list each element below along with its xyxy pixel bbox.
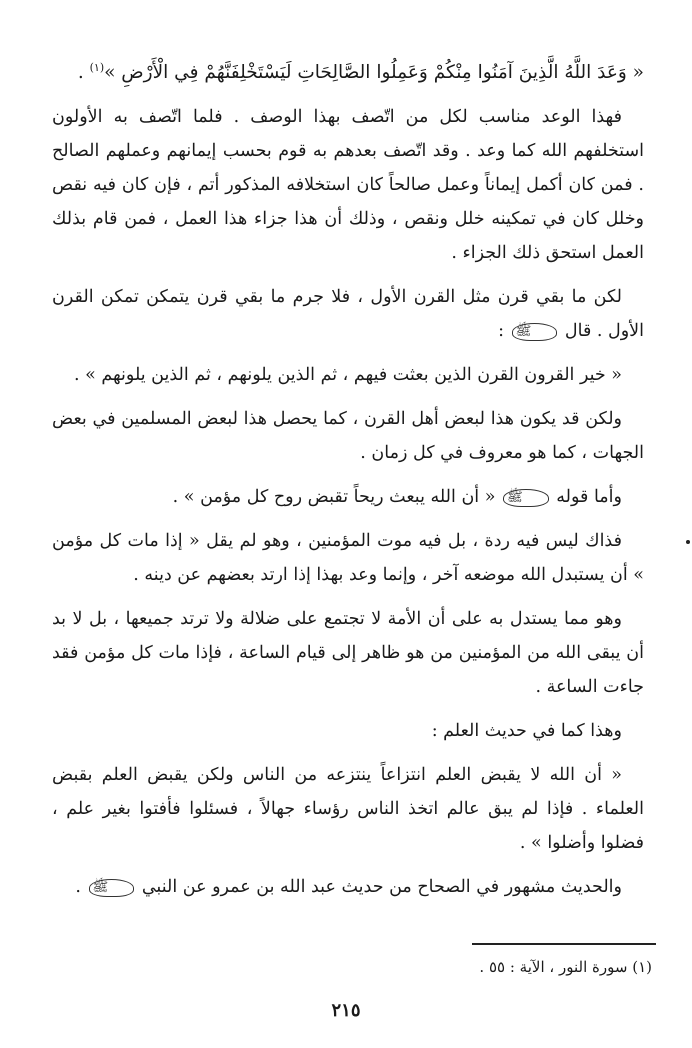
quran-verse-text: « وَعَدَ اللَّهُ الَّذِينَ آمَنُوا مِنْكُمْ وَعَمِلُوا الصَّالِحَاتِ لَيَسْتَخْلِفَنَّهُمْ فِي الْأَرْضِ » [104, 62, 644, 83]
scan-edge-mark [686, 540, 690, 544]
page-number: ٢١٥ [331, 1000, 361, 1021]
paragraph-wind-hadith [52, 480, 644, 514]
paragraph-some-regions [52, 402, 644, 470]
footnote-reference[interactable]: (١) [89, 60, 105, 74]
paragraph-knowledge-intro [52, 714, 644, 748]
hadith-text: « أن الله يبعث ريحاً تقبض روح كل مؤمن » . [172, 487, 501, 507]
page-body [52, 56, 644, 914]
salawat-symbol: ﷺ [503, 489, 549, 507]
paragraph-first-generation [52, 280, 644, 348]
paragraph-text: ولكن قد يكون هذا لبعض أهل القرن ، كما يحصل هذا لبعض المسلمين في بعض الجهات ، كما هو معروف في كل زمان . [52, 409, 644, 463]
paragraph-text-tail: . [75, 877, 87, 897]
paragraph-text: فذاك ليس فيه ردة ، بل فيه موت المؤمنين ، وهو لم يقل « إذا مات كل مؤمن » أن يستبدل الله موضعه آخر ، وإنما وعد بهذا إذا ارتد بعضهم عن دينه . [52, 531, 644, 585]
paragraph-text: والحديث مشهور في الصحاح من حديث عبد الله بن عمرو عن النبي [141, 877, 622, 897]
footnote-text: (١) سورة النور ، الآية : ٥٥ . [479, 958, 652, 976]
paragraph-promise [52, 100, 644, 270]
footnote [52, 952, 652, 982]
paragraph-text-tail: : [498, 321, 510, 341]
paragraph-text: لكن ما بقي قرن مثل القرن الأول ، فلا جرم ما بقي قرن يتمكن تمكن القرن الأول . قال [52, 287, 644, 341]
quran-verse-paragraph [52, 56, 644, 90]
quran-verse-tail: . [77, 62, 90, 83]
paragraph-text: وهذا كما في حديث العلم : [431, 721, 622, 741]
hadith-text: « أن الله لا يقبض العلم انتزاعاً ينتزعه من الناس ولكن يقبض العلم بقبض العلماء . فإذا لم يبق عالم اتخذ الناس رؤساء جهالاً ، فسئلوا فأفتوا بغير علم ، فضلوا وأضلوا » . [52, 765, 644, 853]
hadith-best-generations [52, 358, 644, 392]
paragraph-hadith-source [52, 870, 644, 904]
paragraph-text: فهذا الوعد مناسب لكل من اتّصف بهذا الوصف . فلما اتّصف به الأولون استخلفهم الله كما وعد . وقد اتّصف بعدهم به قوم بحسب إيمانهم وعملهم الصالح . فمن كان أكمل إيماناً وعمل صالحاً كان استخلافه المذكور أتم ، فإن كان فيه نقص وخلل كان في تمكينه خلل ونقص ، وذلك أن هذا جزاء هذا العمل ، فمن قام بذلك العمل استحق ذلك الجزاء . [52, 107, 644, 263]
paragraph-ummah-error [52, 602, 644, 704]
paragraph-no-apostasy [52, 524, 644, 592]
footnote-divider [472, 943, 656, 945]
paragraph-text: وهو مما يستدل به على أن الأمة لا تجتمع على ضلالة ولا ترتد جميعها ، بل لا بد أن يبقى الله من المؤمنين من هو ظاهر إلى قيام الساعة ، فإذا مات كل مؤمن فقد جاءت الساعة . [52, 609, 644, 697]
hadith-text: « خير القرون القرن الذين بعثت فيهم ، ثم الذين يلونهم ، ثم الذين يلونهم » . [73, 365, 622, 385]
paragraph-text: وأما قوله [556, 487, 622, 507]
salawat-symbol: ﷺ [89, 879, 135, 897]
hadith-knowledge [52, 758, 644, 860]
salawat-symbol: ﷺ [512, 323, 558, 341]
